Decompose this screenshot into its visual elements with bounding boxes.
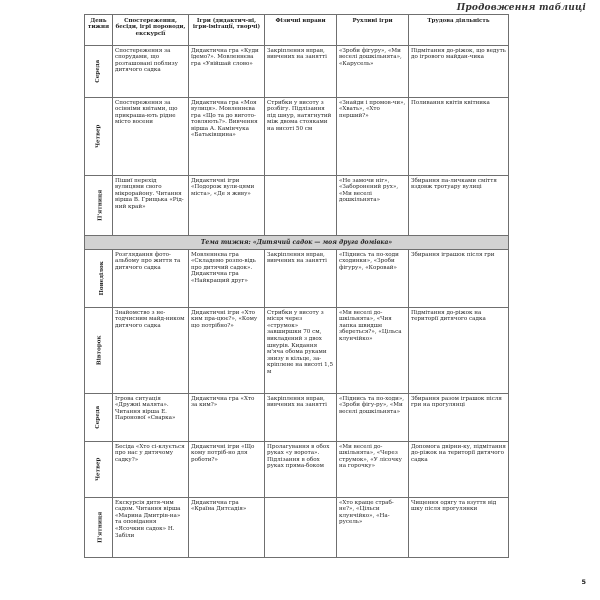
table-cell: Екскурсія дитя-чим садом. Читання вірша «Марина Дмитрів-на» та оповідання «Ясочкин садок» Н. Забіли: [113, 498, 189, 558]
table-cell: Спостереження за осінніми квітами, що прикраша-ють рідне місто восени: [113, 98, 189, 176]
table-cell: «Хто краще страб-не?», «Цільси клунчійко», «На-русель»: [337, 498, 409, 558]
header-day: День тижня: [85, 15, 113, 46]
table-cell: [265, 498, 337, 558]
table-cell: «Піднись та по-ходи сходинки», «Зроби фігуру», «Коровай»: [337, 250, 409, 308]
table-cell: Дидактичні ігри «Хто ким пра-цює?», «Кому що потрібно?»: [189, 308, 265, 394]
table-row: [85, 176, 509, 236]
day-label: Середа: [95, 406, 102, 429]
header-labor-activity: Трудова діяльність: [409, 15, 509, 46]
day-cell: [85, 442, 113, 498]
day-label: Понеділок: [98, 261, 105, 296]
day-cell: [85, 250, 113, 308]
table-cell: Спостереження за спорудами, що розташовані поблизу дитячого садка: [113, 46, 189, 98]
table-cell: «Ми веселі до-шкільнята», «Через струмок», «У лісочку на горочку»: [337, 442, 409, 498]
table-cell: Дидактичні ігри «Подорож вули-цями міста», «Де я живу»: [189, 176, 265, 236]
table-cell: Дидактична гра «Моя вулиця». Мовленнєва гра «Що та до вигото-товляють?». Вивчення вірша А. Камінчука «Батьківщина»: [189, 98, 265, 176]
table-cell: Мовленнєва гра «Складемо розпо-відь про дитячий садок». Дидактична гра «Найкращий друг»: [189, 250, 265, 308]
day-cell: [85, 308, 113, 394]
header-observations: Спостереження, бесіди, ігрі пороводи, екскурсії: [113, 15, 189, 46]
day-label: Середа: [95, 60, 102, 83]
table-cell: Бесіда «Хто сі-клується про нас у дитячому садку?»: [113, 442, 189, 498]
table-cell: Закріплення вправ, вивчених на занятті: [265, 250, 337, 308]
table-row: [85, 498, 509, 558]
day-cell: [85, 98, 113, 176]
page-number: 5: [581, 578, 586, 586]
table-cell: «Піднись та по-ходи», «Зроби фігу-ру», «Ми веселі дошкільнята»: [337, 394, 409, 442]
day-label: П'ятниця: [97, 512, 104, 544]
table-cell: Допомога двірни-ку, підмітання до-ріжок на території дитячого садка: [409, 442, 509, 498]
table-cell: «Зроби фігуру», «Ми веселі дошкільнята», «Карусель»: [337, 46, 409, 98]
table-cell: Стрибки у висоту з місця через «струмок» завширшки 70 см, викладений з двох шнурів. Кидання м'яча обома руками знизу в кільце, за-кріплене на висоті 1,5 м: [265, 308, 337, 394]
day-cell: [85, 176, 113, 236]
header-physical-exercises: Фізичні вправи: [265, 15, 337, 46]
header-mobile-games: Рухливі ігри: [337, 15, 409, 46]
table-cell: Розглядання фото-альбому про життя та дитячого садка: [113, 250, 189, 308]
day-label: П'ятниця: [97, 189, 104, 222]
day-label: Четвер: [95, 457, 102, 482]
table-cell: Пішиї перехід вулицями свого мікрорайону. Читання вірша В. Грищька «Рід-ний край»: [113, 176, 189, 236]
table-cell: Дидактична гра «Країна Дитсадія»: [189, 498, 265, 558]
table-cell: Чищення одягу та взуття від шку після прогулянки: [409, 498, 509, 558]
table-cell: Підмітання до-ріжок на території дитячого садка: [409, 308, 509, 394]
table-row: [85, 46, 509, 98]
table-row: [85, 98, 509, 176]
table-cell: «Ми веселі до-шкільнята», «Чия лапка швидше збереться?», «Цільса клунчійко»: [337, 308, 409, 394]
table-cell: Збирання па-личками сміття вздовж тротуару вулиці: [409, 176, 509, 236]
table-cell: «Знайди і промов-чи», «Хвать», «Хто перший?»: [337, 98, 409, 176]
table-row: [85, 250, 509, 308]
day-cell: [85, 394, 113, 442]
theme-of-week: Тема тижня: «Дитячий садок — моя друга домівка»: [85, 236, 509, 250]
running-head: Продовження таблиці: [456, 3, 586, 13]
table-cell: Поливання квітів квітника: [409, 98, 509, 176]
header-games: Ігри (дидактич-ні, ігри-імітації, творчі): [189, 15, 265, 46]
theme-row: [85, 236, 509, 250]
table-cell: Підмітання до-ріжок, що ведуть до ігрового майдан-чика: [409, 46, 509, 98]
table-cell: Закріплення вправ, вивчених на занятті: [265, 394, 337, 442]
day-label: Вівторок: [96, 335, 103, 366]
table-cell: Збирання разом іграшок після гри на прогулянці: [409, 394, 509, 442]
table-cell: [265, 176, 337, 236]
table-cell: Знайомство з не-тодчисним майд-ником дитячого садка: [113, 308, 189, 394]
table-row: [85, 442, 509, 498]
table-row: [85, 308, 509, 394]
table-cell: Дидактична гра «Хто за ким?»: [189, 394, 265, 442]
table-cell: «Не замочи ніг», «Заборонений рух», «Ми веселі дошкільнята»: [337, 176, 409, 236]
table-cell: Закріплення вправ, вивчених на занятті: [265, 46, 337, 98]
day-label: Четвер: [95, 124, 102, 149]
table-cell: Стрибки у висоту з розбігу. Підлізання під шнур, натягнутий між двома стояками на висоті 50 см: [265, 98, 337, 176]
activity-schedule-table: [84, 14, 509, 558]
table-cell: Дидактичні ігри «Що кому потріб-но для роботи?»: [189, 442, 265, 498]
table-cell: Ігрова ситуація «Дружні малята». Читання вірша Е. Паронової «Сварка»: [113, 394, 189, 442]
table-cell: Збирання іграшок після гри: [409, 250, 509, 308]
day-cell: [85, 498, 113, 558]
day-cell: [85, 46, 113, 98]
table-cell: Пролагування в обох руках «у ворота». Підлізання в обох руках пряма-боком: [265, 442, 337, 498]
table-header-row: [85, 15, 509, 46]
table-row: [85, 394, 509, 442]
table-cell: Дидактична гра «Куди їдемо?». Мовленнєва гра «Увійшай слово»: [189, 46, 265, 98]
